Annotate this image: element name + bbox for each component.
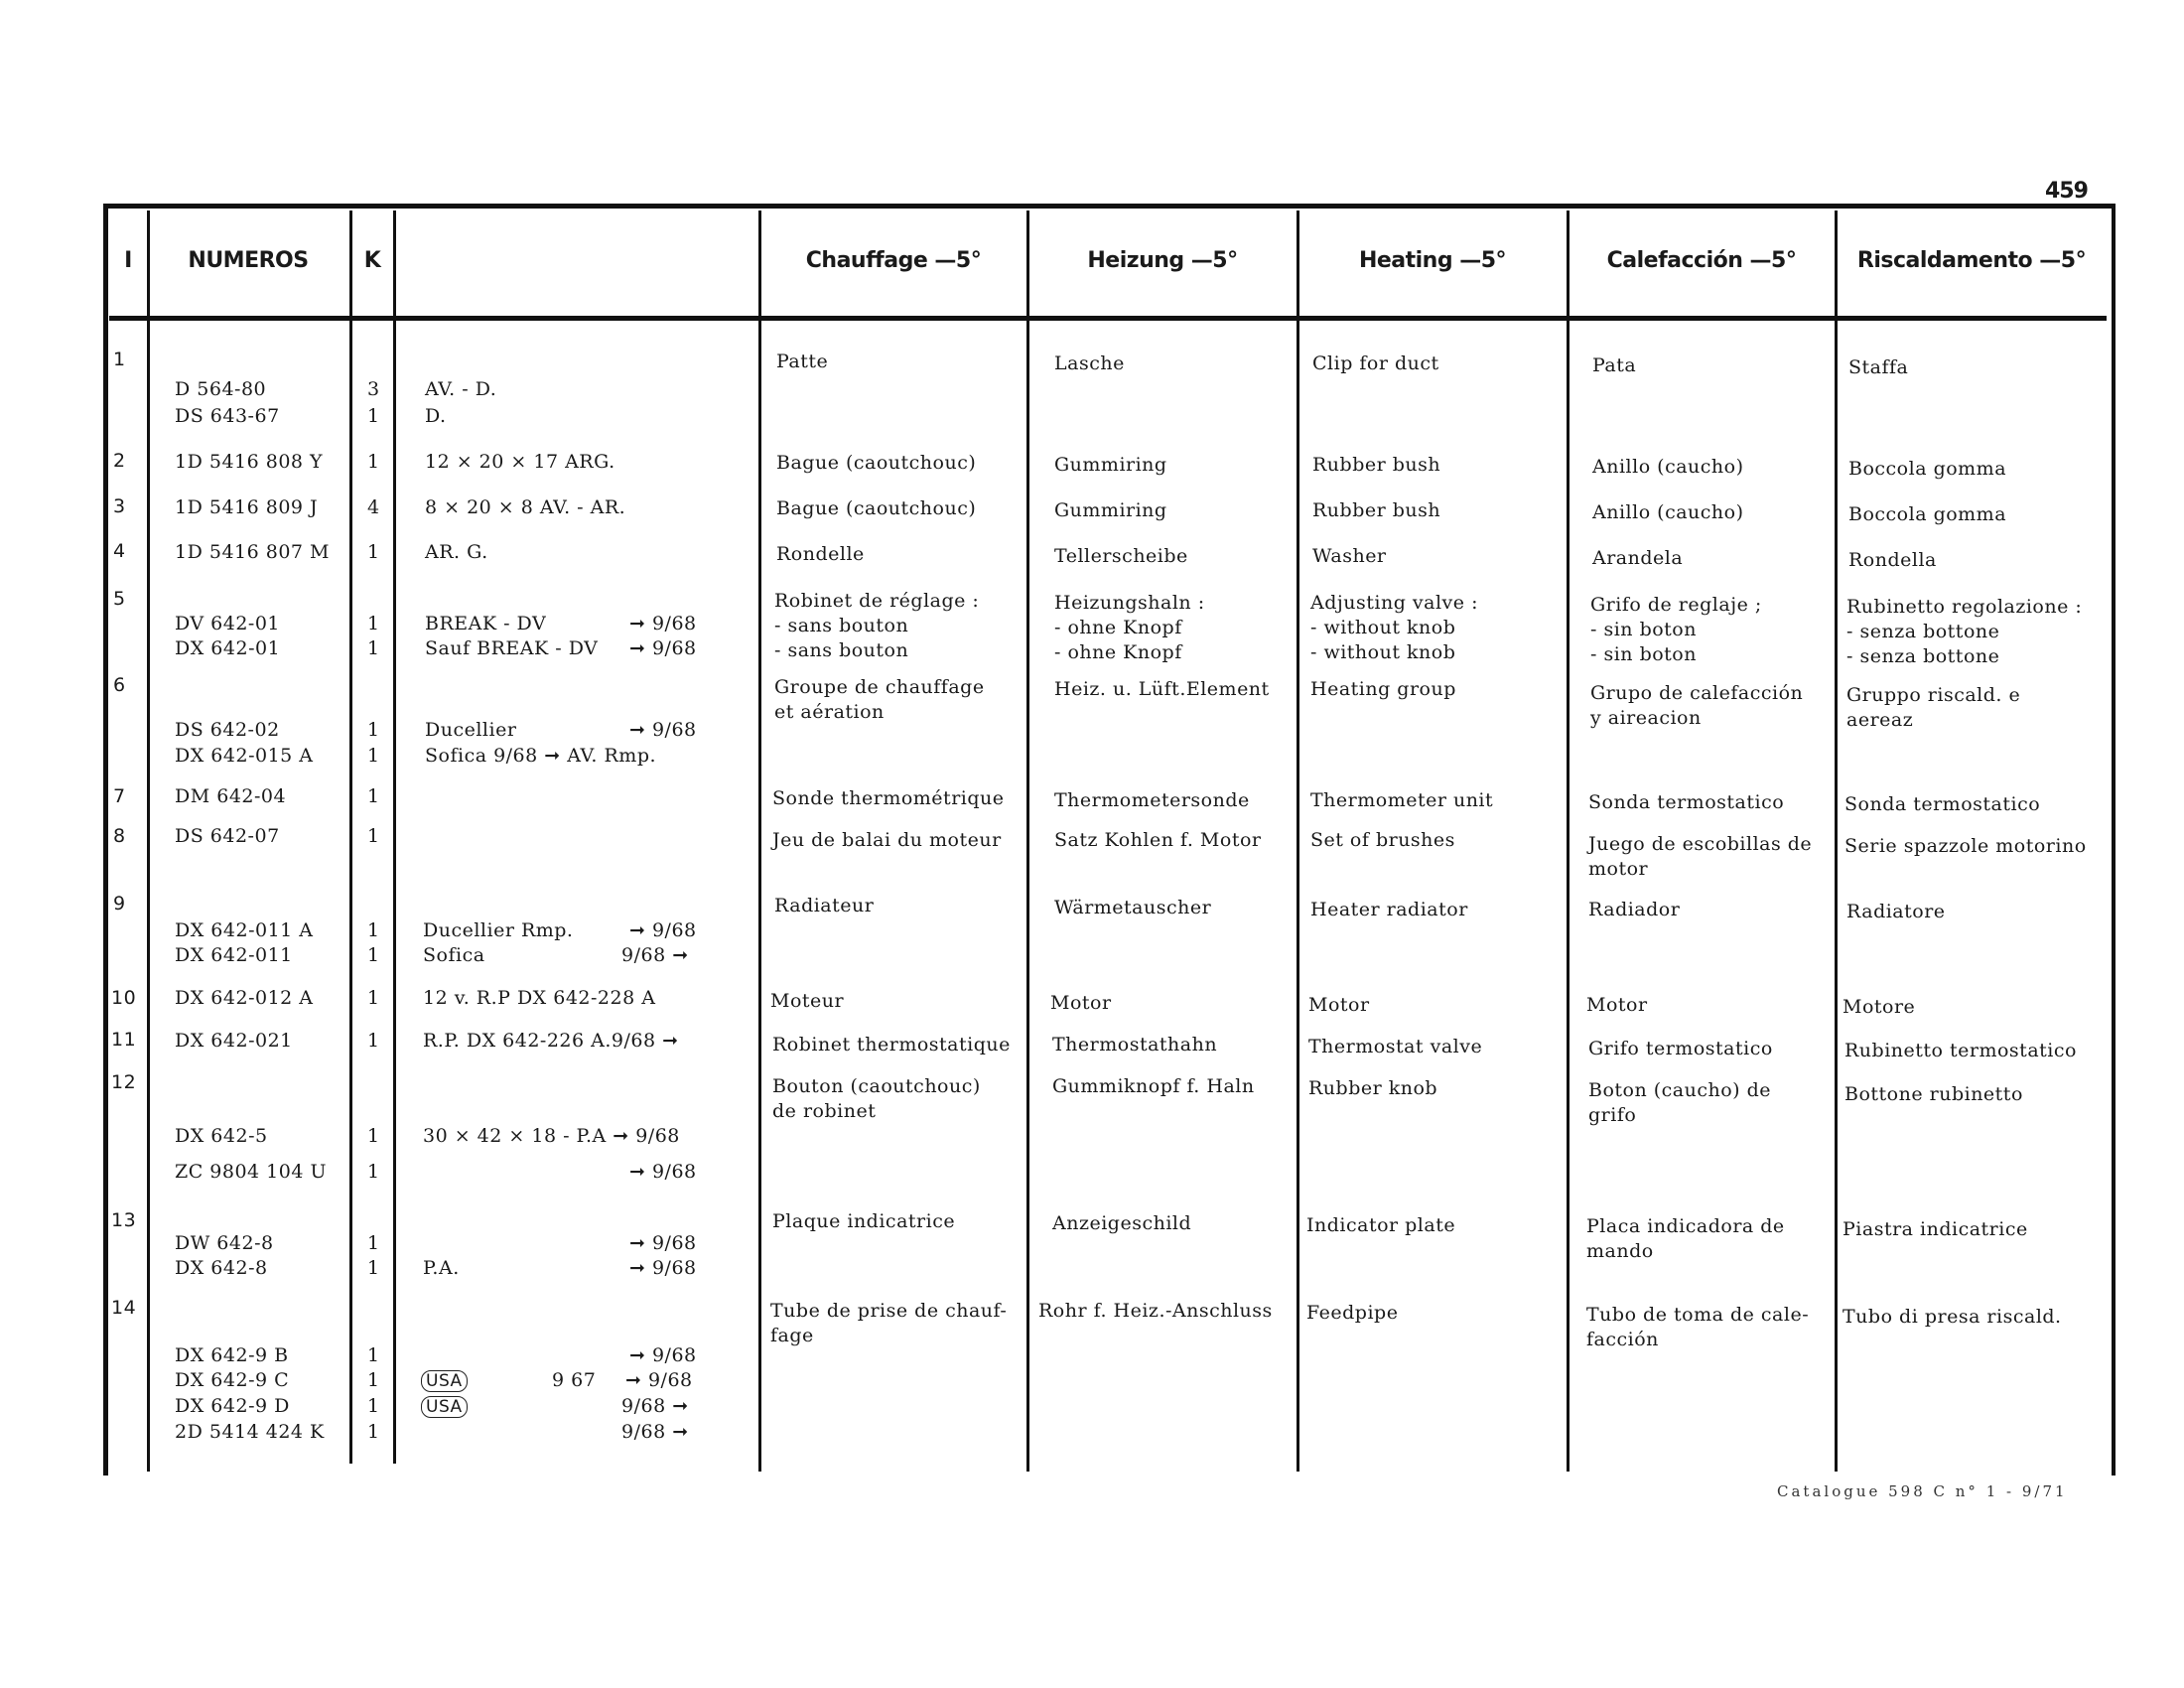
quantity: 1 — [367, 1344, 380, 1366]
desc-it: Bottone rubinetto — [1844, 1083, 2023, 1105]
remark: D. — [425, 405, 447, 427]
item-number: 2 — [113, 450, 126, 472]
remark: Ducellier — [425, 719, 517, 741]
quantity: 1 — [367, 1421, 380, 1443]
desc-en: Motor — [1308, 994, 1370, 1016]
desc-fr: Bague (caoutchouc) — [776, 497, 977, 519]
desc-it: Gruppo riscald. e — [1846, 684, 2021, 706]
desc-de: Anzeigeschild — [1052, 1212, 1192, 1234]
quantity: 1 — [367, 451, 380, 473]
usa-badge — [421, 1368, 468, 1394]
desc-fr: - sans bouton — [774, 639, 909, 661]
desc-en: - without knob — [1310, 617, 1456, 638]
part-number: DS 643-67 — [175, 405, 280, 427]
header-spanish: Calefacción —5° — [1606, 247, 1797, 273]
desc-de: Gummiring — [1054, 499, 1167, 521]
usa-badge — [421, 1394, 468, 1420]
part-number: DX 642-5 — [175, 1125, 268, 1147]
header-numeros: NUMEROS — [188, 247, 309, 273]
desc-es: motor — [1588, 858, 1649, 880]
validity-date: 9/68 ➞ — [621, 1395, 689, 1417]
part-number: 2D 5414 424 K — [175, 1421, 325, 1443]
item-number: 11 — [111, 1029, 137, 1051]
desc-es: Grupo de calefacción — [1590, 682, 1804, 704]
quantity: 3 — [367, 378, 380, 400]
quantity: 1 — [367, 1125, 380, 1147]
desc-es: mando — [1586, 1240, 1654, 1262]
desc-es: Grifo termostatico — [1588, 1038, 1773, 1059]
header-french: Chauffage —5° — [805, 247, 982, 273]
quantity: 1 — [367, 405, 380, 427]
desc-it: Serie spazzole motorino — [1844, 835, 2087, 857]
desc-es: Tubo de toma de cale- — [1586, 1304, 1810, 1326]
remark: Sauf BREAK - DV — [425, 637, 599, 659]
desc-es: Placa indicadora de — [1586, 1215, 1785, 1237]
desc-it: Tubo di presa riscald. — [1843, 1306, 2062, 1328]
desc-fr: de robinet — [772, 1100, 877, 1122]
desc-es: Motor — [1586, 994, 1648, 1016]
desc-es: Sonda termostatico — [1588, 791, 1785, 813]
desc-it: Boccola gomma — [1848, 503, 2007, 525]
desc-it: Motore — [1843, 996, 1916, 1018]
quantity: 1 — [367, 1257, 380, 1279]
validity-date: ➞ 9/68 — [629, 1344, 697, 1366]
remark: 8 × 20 × 8 AV. - AR. — [425, 496, 626, 518]
quantity: 1 — [367, 719, 380, 741]
desc-it: Sonda termostatico — [1844, 793, 2041, 815]
part-number: DV 642-01 — [175, 613, 281, 634]
item-number: 1 — [113, 349, 126, 370]
desc-de: Wärmetauscher — [1054, 897, 1212, 918]
col-divider — [393, 211, 396, 1464]
desc-de: Tellerscheibe — [1054, 545, 1188, 567]
part-number: DX 642-9 D — [175, 1395, 290, 1417]
desc-fr: Robinet thermostatique — [772, 1034, 1011, 1055]
desc-fr: fage — [770, 1325, 814, 1346]
remark: BREAK - DV — [425, 613, 547, 634]
col-divider — [349, 211, 352, 1464]
usa-label: USA — [421, 1396, 468, 1418]
col-divider — [1567, 211, 1570, 1472]
part-number: DX 642-011 A — [175, 919, 314, 941]
quantity: 1 — [367, 1395, 380, 1417]
date-from: 9 67 — [552, 1369, 597, 1391]
col-divider — [147, 211, 150, 1472]
desc-fr: Bague (caoutchouc) — [776, 452, 977, 474]
desc-es: Radiador — [1588, 899, 1681, 920]
quantity: 1 — [367, 745, 380, 767]
desc-de: Motor — [1050, 992, 1112, 1014]
desc-fr: et aération — [774, 701, 885, 723]
desc-de: Rohr f. Heiz.-Anschluss — [1038, 1300, 1273, 1322]
remark: AV. - D. — [425, 378, 497, 400]
desc-de: - ohne Knopf — [1054, 617, 1182, 638]
quantity: 1 — [367, 1161, 380, 1183]
remark: AR. G. — [425, 541, 488, 563]
part-number: DX 642-021 — [175, 1030, 293, 1052]
quantity: 1 — [367, 1232, 380, 1254]
part-number: 1D 5416 807 M — [175, 541, 331, 563]
desc-it: aereaz — [1846, 709, 1914, 731]
desc-en: - without knob — [1310, 641, 1456, 663]
desc-de: Heizungshaln : — [1054, 592, 1205, 614]
part-number: DX 642-9 C — [175, 1369, 290, 1391]
quantity: 1 — [367, 919, 380, 941]
desc-en: Rubber bush — [1312, 454, 1441, 476]
desc-it: Radiatore — [1846, 901, 1946, 922]
desc-es: Arandela — [1592, 547, 1684, 569]
desc-en: Rubber knob — [1308, 1077, 1438, 1099]
desc-es: Anillo (caucho) — [1592, 456, 1744, 478]
col-divider — [758, 211, 761, 1472]
remark: R.P. DX 642-226 A.9/68 ➞ — [423, 1030, 679, 1052]
quantity: 1 — [367, 825, 380, 847]
part-number: DM 642-04 — [175, 785, 287, 807]
desc-de: Thermometersonde — [1054, 789, 1250, 811]
header-english: Heating —5° — [1358, 247, 1507, 273]
desc-it: Piastra indicatrice — [1843, 1218, 2028, 1240]
part-number: ZC 9804 104 U — [175, 1161, 327, 1183]
quantity: 1 — [367, 541, 380, 563]
desc-en: Heating group — [1310, 678, 1456, 700]
desc-en: Washer — [1312, 545, 1387, 567]
part-number: DX 642-015 A — [175, 745, 314, 767]
remark: Ducellier Rmp. — [423, 919, 574, 941]
validity-date: ➞ 9/68 — [629, 719, 697, 741]
desc-fr: Groupe de chauffage — [774, 676, 985, 698]
desc-fr: - sans bouton — [774, 615, 909, 636]
header-i: I — [124, 247, 132, 273]
quantity: 1 — [367, 987, 380, 1009]
desc-it: Rubinetto regolazione : — [1846, 596, 2083, 618]
remark: 12 v. R.P DX 642-228 A — [423, 987, 656, 1009]
usa-label: USA — [421, 1370, 468, 1392]
remark: 30 × 42 × 18 - P.A ➞ 9/68 — [423, 1125, 680, 1147]
item-number: 12 — [111, 1071, 137, 1093]
desc-fr: Robinet de réglage : — [774, 590, 980, 612]
validity-date: 9/68 ➞ — [621, 944, 689, 966]
quantity: 4 — [367, 496, 380, 518]
validity-date: ➞ 9/68 — [629, 1161, 697, 1183]
quantity: 1 — [367, 944, 380, 966]
item-number: 10 — [111, 987, 137, 1009]
quantity: 1 — [367, 1369, 380, 1391]
desc-it: - senza bottone — [1846, 621, 2000, 642]
validity-date: ➞ 9/68 — [629, 613, 697, 634]
item-number: 8 — [113, 825, 126, 847]
part-number: DX 642-8 — [175, 1257, 268, 1279]
quantity: 1 — [367, 637, 380, 659]
desc-en: Feedpipe — [1306, 1302, 1399, 1324]
desc-fr: Jeu de balai du moteur — [772, 829, 1002, 851]
item-number: 14 — [111, 1297, 137, 1319]
desc-en: Adjusting valve : — [1310, 592, 1478, 614]
item-number: 9 — [113, 893, 126, 914]
header-german: Heizung —5° — [1087, 247, 1238, 273]
validity-date: ➞ 9/68 — [625, 1369, 693, 1391]
item-number: 4 — [113, 540, 126, 562]
col-divider — [1835, 211, 1838, 1472]
part-number: DW 642-8 — [175, 1232, 274, 1254]
desc-es: y aireacion — [1590, 707, 1702, 729]
part-number: DX 642-012 A — [175, 987, 314, 1009]
desc-fr: Rondelle — [776, 543, 865, 565]
item-number: 3 — [113, 495, 126, 517]
part-number: DX 642-9 B — [175, 1344, 289, 1366]
desc-de: Gummiknopf f. Haln — [1052, 1075, 1255, 1097]
desc-en: Rubber bush — [1312, 499, 1441, 521]
header-rule — [109, 316, 2107, 321]
header-k: K — [363, 247, 381, 273]
part-number: DS 642-02 — [175, 719, 280, 741]
validity-date: ➞ 9/68 — [629, 1232, 697, 1254]
item-number: 13 — [111, 1209, 137, 1231]
part-number: DX 642-011 — [175, 944, 293, 966]
desc-it: - senza bottone — [1846, 645, 2000, 667]
desc-es: Anillo (caucho) — [1592, 501, 1744, 523]
col-divider — [1297, 211, 1299, 1472]
desc-it: Boccola gomma — [1848, 458, 2007, 480]
quantity: 1 — [367, 1030, 380, 1052]
desc-fr: Moteur — [770, 990, 845, 1012]
desc-en: Clip for duct — [1312, 352, 1439, 374]
desc-en: Heater radiator — [1310, 899, 1468, 920]
desc-en: Set of brushes — [1310, 829, 1455, 851]
remark: Sofica 9/68 ➞ AV. Rmp. — [425, 745, 657, 767]
quantity: 1 — [367, 785, 380, 807]
desc-de: Heiz. u. Lüft.Element — [1054, 678, 1270, 700]
validity-date: 9/68 ➞ — [621, 1421, 689, 1443]
desc-en: Thermostat valve — [1308, 1036, 1483, 1057]
desc-fr: Tube de prise de chauf- — [770, 1300, 1008, 1322]
validity-date: ➞ 9/68 — [629, 919, 697, 941]
col-divider — [1026, 211, 1029, 1472]
desc-de: Lasche — [1054, 352, 1125, 374]
desc-de: - ohne Knopf — [1054, 641, 1182, 663]
desc-it: Rondella — [1848, 549, 1937, 571]
part-number: DX 642-01 — [175, 637, 281, 659]
desc-de: Gummiring — [1054, 454, 1167, 476]
desc-en: Indicator plate — [1306, 1214, 1456, 1236]
part-number: DS 642-07 — [175, 825, 280, 847]
desc-fr: Sonde thermométrique — [772, 787, 1005, 809]
desc-es: Pata — [1592, 354, 1637, 376]
desc-es: Grifo de reglaje ; — [1590, 594, 1762, 616]
validity-date: ➞ 9/68 — [629, 1257, 697, 1279]
item-number: 5 — [113, 588, 126, 610]
header-italian: Riscaldamento —5° — [1856, 247, 2087, 273]
item-number: 7 — [113, 785, 126, 807]
desc-en: Thermometer unit — [1310, 789, 1494, 811]
part-number: 1D 5416 808 Y — [175, 451, 324, 473]
desc-es: - sin boton — [1590, 619, 1697, 640]
desc-es: - sin boton — [1590, 643, 1697, 665]
desc-es: Boton (caucho) de — [1588, 1079, 1772, 1101]
quantity: 1 — [367, 613, 380, 634]
page-number: 459 — [2045, 179, 2088, 204]
desc-fr: Radiateur — [774, 895, 875, 916]
desc-fr: Patte — [776, 351, 829, 372]
desc-fr: Plaque indicatrice — [772, 1210, 956, 1232]
item-number: 6 — [113, 674, 126, 696]
remark: Sofica — [423, 944, 485, 966]
desc-it: Rubinetto termostatico — [1844, 1040, 2077, 1061]
part-number: D 564-80 — [175, 378, 267, 400]
remark: 12 × 20 × 17 ARG. — [425, 451, 615, 473]
desc-fr: Bouton (caoutchouc) — [772, 1075, 981, 1097]
catalogue-footer: Catalogue 598 C n° 1 - 9/71 — [1777, 1482, 2068, 1500]
validity-date: ➞ 9/68 — [629, 637, 697, 659]
desc-de: Thermostathahn — [1052, 1034, 1218, 1055]
desc-de: Satz Kohlen f. Motor — [1054, 829, 1262, 851]
desc-es: grifo — [1588, 1104, 1637, 1126]
part-number: 1D 5416 809 J — [175, 496, 319, 518]
desc-it: Staffa — [1848, 356, 1909, 378]
desc-es: Juego de escobillas de — [1588, 833, 1813, 855]
remark: P.A. — [423, 1257, 460, 1279]
desc-es: facción — [1586, 1329, 1659, 1350]
